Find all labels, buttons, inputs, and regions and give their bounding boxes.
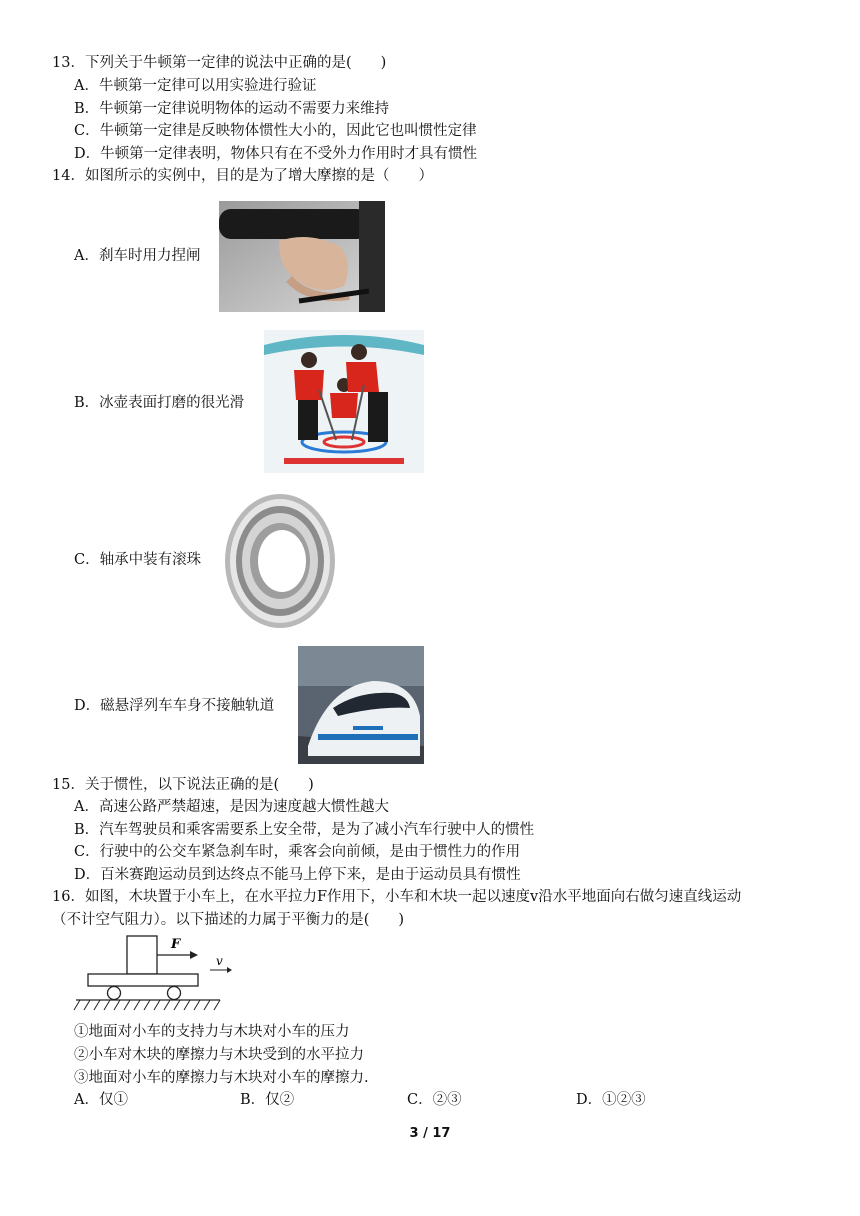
q13-option-c: C．牛顿第一定律是反映物体惯性大小的，因此它也叫惯性定律 (74, 123, 477, 139)
q16-statement-2: ②小车对木块的摩擦力与木块受到的水平拉力 (74, 1047, 364, 1063)
q14-option-b: B．冰壶表面打磨的很光滑 (74, 395, 245, 411)
cart-block-diagram (72, 930, 232, 1020)
q16-statement-3: ③地面对小车的摩擦力与木块对小车的摩擦力. (74, 1070, 369, 1086)
q15-option-b: B．汽车驾驶员和乘客需要系上安全带，是为了减小汽车行驶中人的惯性 (74, 822, 535, 838)
q16-choice-d: D．①②③ (576, 1092, 646, 1108)
bicycle-brake-photo (219, 201, 385, 312)
cart-body (88, 974, 198, 986)
q14-option-c: C．轴承中装有滚珠 (74, 552, 202, 568)
q15-option-d: D．百米赛跑运动员到达终点不能马上停下来，是由于运动员具有惯性 (74, 867, 521, 883)
q16-statement-1: ①地面对小车的支持力与木块对小车的压力 (74, 1024, 350, 1040)
q13-option-b: B．牛顿第一定律说明物体的运动不需要力来维持 (74, 101, 390, 117)
cart-wheel-right (168, 987, 181, 1000)
q13-option-d: D．牛顿第一定律表明，物体只有在不受外力作用时才具有惯性 (74, 146, 478, 162)
q15-option-c: C．行驶中的公交车紧急刹车时，乘客会向前倾，是由于惯性力的作用 (74, 844, 521, 860)
q14-option-d: D．磁悬浮列车车身不接触轨道 (74, 698, 275, 714)
q14-stem: 14．如图所示的实例中，目的是为了增大摩擦的是（ ） (52, 168, 433, 184)
force-label: F (171, 937, 181, 952)
q15-option-a: A．高速公路严禁超速，是因为速度越大惯性越大 (74, 799, 389, 815)
maglev-train-photo (298, 646, 424, 764)
q13-stem: 13．下列关于牛顿第一定律的说法中正确的是( ) (52, 55, 387, 71)
q16-stem-line2: （不计空气阻力）。以下描述的力属于平衡力的是( ) (52, 912, 405, 928)
ball-bearing-photo (218, 492, 338, 631)
q13-option-a: A．牛顿第一定律可以用实验进行验证 (74, 78, 317, 94)
q16-choice-a: A．仅① (74, 1092, 128, 1108)
q14-option-a: A．刹车时用力捏闸 (74, 248, 201, 264)
q15-stem: 15．关于惯性，以下说法正确的是( ) (52, 777, 314, 793)
velocity-label: v (216, 954, 223, 968)
q16-choice-b: B．仅② (240, 1092, 295, 1108)
cart-wheel-left (108, 987, 121, 1000)
ground-hatching (74, 1000, 220, 1010)
curling-photo (264, 330, 424, 473)
wooden-block (127, 936, 157, 974)
q16-choice-c: C．②③ (407, 1092, 462, 1108)
q16-stem-line1: 16．如图，木块置于小车上，在水平拉力F作用下，小车和木块一起以速度v沿水平地面向右做匀速直线运动 (52, 889, 742, 905)
page-number: 3 / 17 (409, 1126, 451, 1141)
